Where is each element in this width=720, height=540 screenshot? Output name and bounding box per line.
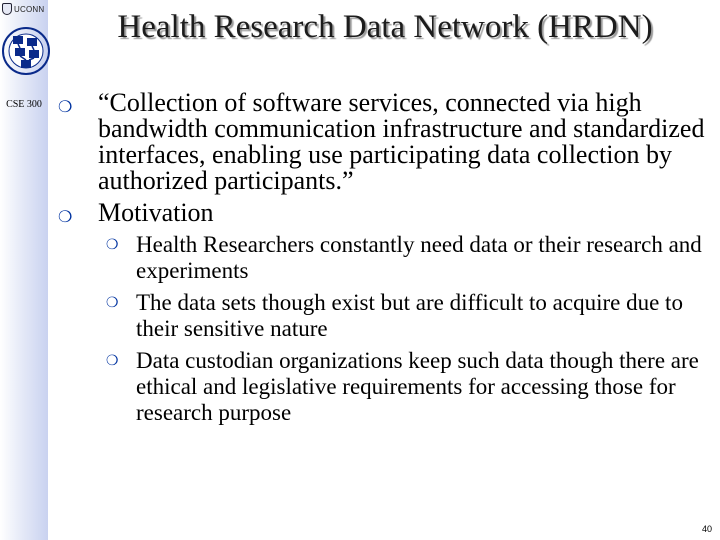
bullet-item-motivation [56, 200, 706, 226]
network-logo-icon [1, 18, 51, 84]
sub-bullet-item [56, 232, 706, 284]
m-bullet-icon: ❍ [106, 237, 119, 253]
course-code: CSE 300 [6, 99, 42, 110]
m-bullet-icon: ❍ [58, 207, 73, 226]
sub-bullet-text: The data sets though exist but are difficult to acquire due to their sensitive nature [136, 290, 683, 341]
bullet-list [56, 90, 706, 426]
brand-name: UCONN [14, 4, 45, 14]
sub-bullet-text: Health Researchers constantly need data or their research and experiments [136, 232, 702, 283]
bullet-item-definition [56, 90, 706, 194]
m-bullet-icon: ❍ [106, 295, 119, 311]
bullet-text: “Collection of software services, connected via high bandwidth communication infrastructure and standardized interfaces, enabling use participating data collection by authorized participants.” [98, 88, 705, 195]
slide-title: Health Research Data Network (HRDN) [117, 9, 653, 45]
m-bullet-icon: ❍ [106, 353, 119, 369]
bullet-text: Motivation [98, 198, 214, 227]
uconn-brand [2, 2, 50, 16]
sub-bullet-item [56, 348, 706, 426]
sub-bullet-item [56, 290, 706, 342]
seal-icon [2, 3, 12, 15]
sub-bullet-text: Data custodian organizations keep such data though there are ethical and legislative requirements for accessing those for research purpose [136, 348, 699, 425]
page-number: 40 [701, 524, 712, 534]
m-bullet-icon: ❍ [58, 97, 73, 116]
